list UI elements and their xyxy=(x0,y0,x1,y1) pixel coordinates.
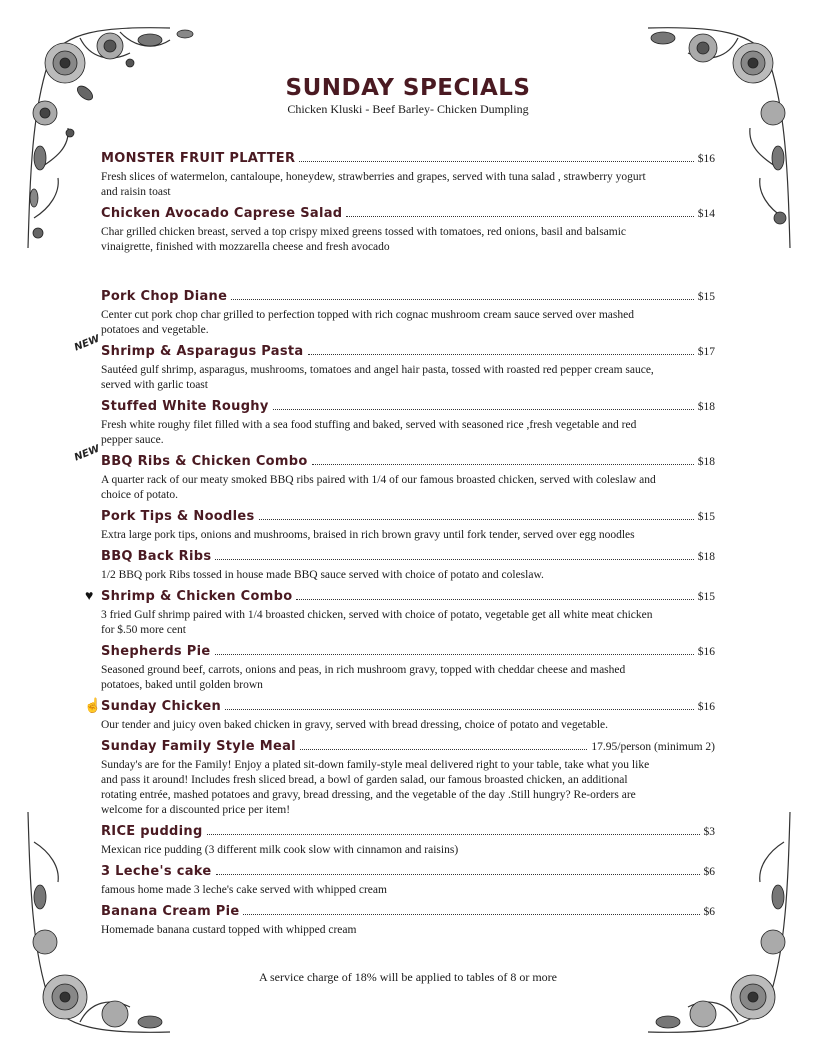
item-name: 3 Leche's cake xyxy=(101,864,212,879)
item-name: Pork Chop Diane xyxy=(101,289,228,304)
item-name: Shrimp & Chicken Combo xyxy=(101,589,293,604)
dot-leader xyxy=(299,160,693,162)
item-description: Fresh slices of watermelon, cantaloupe, honeydew, strawberries and grapes, served with tuna salad , strawberry yogurt and raisin toast xyxy=(101,171,646,198)
item-description: Homemade banana custard topped with whipped cream xyxy=(101,924,357,936)
menu-item xyxy=(84,699,715,733)
item-description: Extra large pork tips, onions and mushrooms, braised in rich brown gravy until fork tender, served over egg noodles xyxy=(101,529,635,541)
item-price: $3 xyxy=(703,826,715,838)
menu-item xyxy=(101,904,715,938)
item-description: Sautéed gulf shrimp, asparagus, mushrooms, tomatoes and angel hair pasta, tossed with roasted red pepper cream sauce, served with garlic toast xyxy=(101,364,654,391)
item-price: $6 xyxy=(703,906,715,918)
item-description: Sunday's are for the Family! Enjoy a plated sit-down family-style meal delivered right to your table, take what you like and pass it around! Includes fresh sliced bread, a bowl of garden salad, our famous broasted chicken, an additional rotating entrée, mashed potatoes and gravy, bread dressing, and the vegetable of the day .Still hungry? Re-orders are welcome for a discounted price per item! xyxy=(101,759,650,816)
item-price: $18 xyxy=(697,551,715,563)
item-name: Chicken Avocado Caprese Salad xyxy=(101,206,343,221)
dot-leader xyxy=(273,408,694,410)
item-price: $15 xyxy=(697,591,715,603)
item-price: $18 xyxy=(697,401,715,413)
dot-leader xyxy=(312,463,694,465)
service-charge-note: A service charge of 18% will be applied to tables of 8 or more xyxy=(258,970,558,984)
item-name: Shepherds Pie xyxy=(101,644,211,659)
item-price: $14 xyxy=(697,208,715,220)
item-description: Center cut pork chop char grilled to perfection topped with rich cognac mushroom cream sauce served over mashed potatoes and vegetable. xyxy=(101,309,634,336)
menu-item xyxy=(101,824,715,858)
dot-leader xyxy=(231,298,694,300)
menu-item xyxy=(101,864,715,898)
item-name: BBQ Back Ribs xyxy=(101,549,212,564)
dot-leader xyxy=(215,653,694,655)
item-description: famous home made 3 leche's cake served with whipped cream xyxy=(101,884,387,896)
dot-leader xyxy=(259,518,694,520)
item-price: $15 xyxy=(697,291,715,303)
dot-leader xyxy=(308,353,694,355)
item-description: Mexican rice pudding (3 different milk cook slow with cinnamon and raisins) xyxy=(101,844,459,856)
item-price: $16 xyxy=(697,153,715,165)
menu-item xyxy=(101,151,715,200)
menu-item xyxy=(72,443,715,503)
item-price: 17.95/person (minimum 2) xyxy=(591,741,715,753)
dot-leader xyxy=(243,913,699,915)
new-badge: NEW xyxy=(72,333,102,354)
page-title: SUNDAY SPECIALS xyxy=(285,75,531,101)
item-name: Stuffed White Roughy xyxy=(101,399,269,414)
menu-item xyxy=(101,289,715,338)
item-name: Shrimp & Asparagus Pasta xyxy=(101,344,304,359)
pointing-hand-icon: ☝ xyxy=(84,699,102,714)
dot-leader xyxy=(225,708,694,710)
item-name: Pork Tips & Noodles xyxy=(101,509,255,524)
item-description: Seasoned ground beef, carrots, onions and peas, in rich mushroom gravy, topped with cheddar cheese and mashed potatoes, baked until golden brown xyxy=(101,664,626,691)
menu-header xyxy=(0,74,816,116)
item-name: Sunday Chicken xyxy=(101,699,222,714)
item-name: Banana Cream Pie xyxy=(101,904,240,919)
menu-item xyxy=(101,206,715,255)
item-price: $17 xyxy=(697,346,715,358)
menu-item xyxy=(101,644,715,693)
item-price: $16 xyxy=(697,701,715,713)
item-price: $15 xyxy=(697,511,715,523)
dot-leader xyxy=(215,558,693,560)
dot-leader xyxy=(296,598,693,600)
item-description: 1/2 BBQ pork Ribs tossed in house made BBQ sauce served with choice of potato and coleslaw. xyxy=(101,569,544,581)
soups-subtitle: Chicken Kluski - Beef Barley- Chicken Dumpling xyxy=(287,102,529,116)
item-price: $6 xyxy=(703,866,715,878)
dot-leader xyxy=(346,215,693,217)
item-description: Fresh white roughy filet filled with a sea food stuffing and baked, served with seasoned rice ,fresh vegetable and red pepper sauce. xyxy=(101,419,637,446)
dot-leader xyxy=(300,748,587,750)
item-name: RICE pudding xyxy=(101,824,203,839)
item-name: MONSTER FRUIT PLATTER xyxy=(101,151,296,166)
item-description: Char grilled chicken breast, served a top crispy mixed greens tossed with tomatoes, red onions, basil and balsamic vinaigrette, finished with mozzarella cheese and fresh avocado xyxy=(101,226,627,253)
item-name: BBQ Ribs & Chicken Combo xyxy=(101,454,308,469)
item-description: Our tender and juicy oven baked chicken in gravy, served with bread dressing, choice of potato and vegetable. xyxy=(101,719,608,731)
menu-item xyxy=(101,509,715,543)
menu-item xyxy=(101,739,715,818)
dot-leader xyxy=(207,833,700,835)
menu-item xyxy=(85,589,715,638)
menu-item xyxy=(101,399,715,448)
item-description: A quarter rack of our meaty smoked BBQ ribs paired with 1/4 of our famous broasted chicken, served with coleslaw and choice of potato. xyxy=(101,474,656,501)
item-price: $18 xyxy=(697,456,715,468)
item-price: $16 xyxy=(697,646,715,658)
menu-item xyxy=(72,333,715,393)
menu-list xyxy=(72,151,715,944)
item-description: 3 fried Gulf shrimp paired with 1/4 broasted chicken, served with choice of potato, vegetable get all white meat chicken for $.50 more cent xyxy=(101,609,653,636)
heart-icon: ♥ xyxy=(85,589,94,604)
menu-item xyxy=(101,549,715,583)
dot-leader xyxy=(216,873,700,875)
item-name: Sunday Family Style Meal xyxy=(101,739,296,754)
new-badge: NEW xyxy=(72,443,102,464)
